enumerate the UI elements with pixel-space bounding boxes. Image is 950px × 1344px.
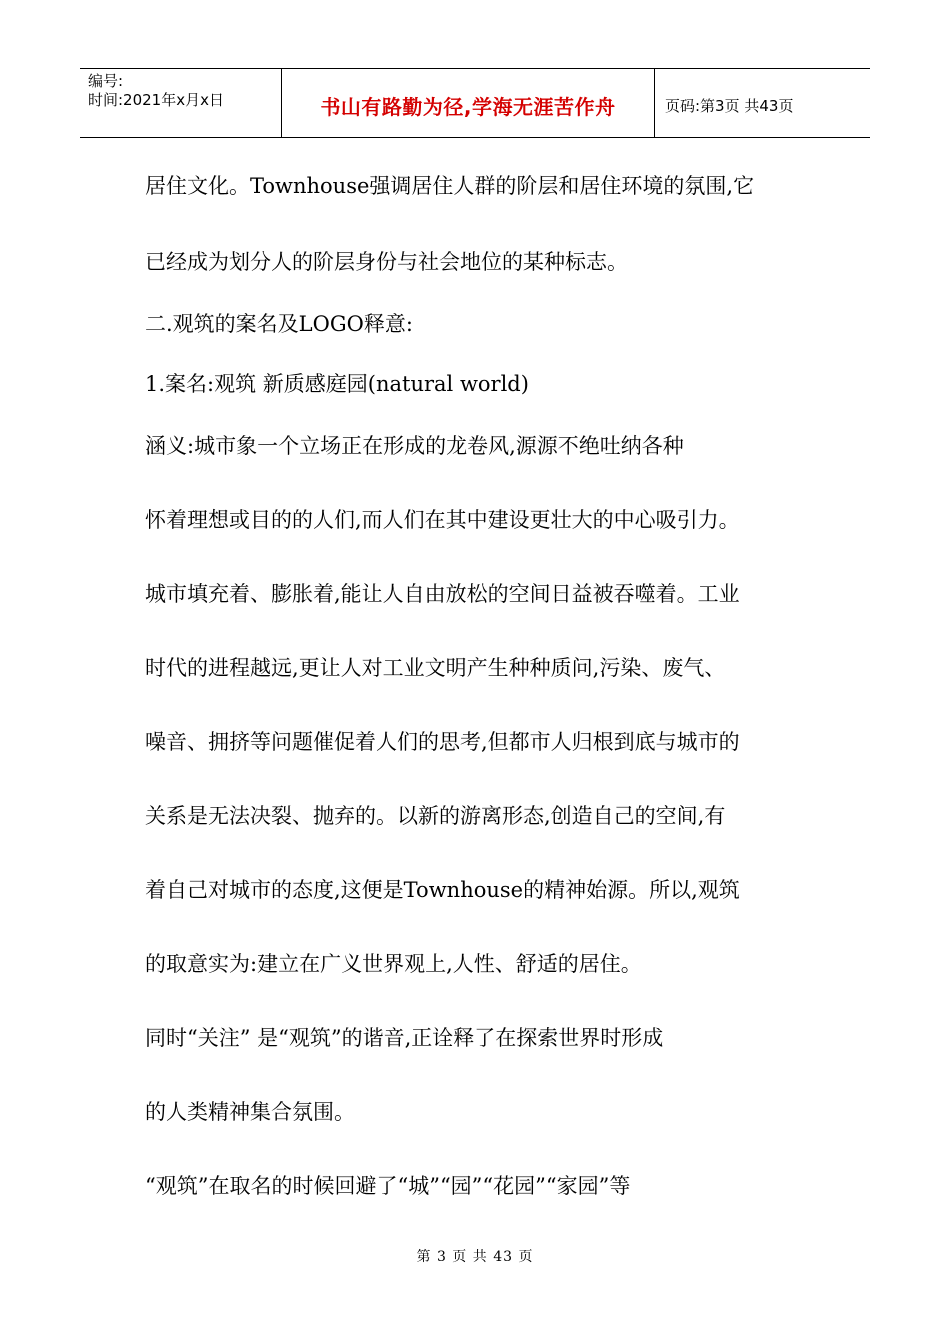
document-body xyxy=(145,160,807,1234)
serial-label: 编号: xyxy=(88,72,124,90)
body-line: 城市填充着、膨胀着,能让人自由放松的空间日益被吞噬着。工业 xyxy=(145,582,740,606)
header-meta-cell xyxy=(80,69,282,137)
body-line: 同时“关注” 是“观筑”的谐音,正诠释了在探索世界时形成 xyxy=(145,1026,664,1050)
body-line: 噪音、拥挤等问题催促着人们的思考,但都市人归根到底与城市的 xyxy=(145,730,740,754)
body-line: 已经成为划分人的阶层身份与社会地位的某种标志。 xyxy=(145,250,628,274)
body-line: 着自己对城市的态度,这便是Townhouse的精神始源。所以,观筑 xyxy=(145,878,740,902)
body-line: “观筑”在取名的时候回避了“城”“园”“花园”“家园”等 xyxy=(145,1174,631,1198)
page-footer: 第 3 页 共 43 页 xyxy=(416,1249,534,1265)
motto-text: 书山有路勤为径,学海无涯苦作舟 xyxy=(320,94,616,119)
body-line: 的人类精神集合氛围。 xyxy=(145,1100,355,1124)
header-motto-cell xyxy=(282,69,655,137)
body-line: 时代的进程越远,更让人对工业文明产生种种质问,污染、废气、 xyxy=(145,656,726,680)
subsection-heading: 1.案名:观筑 新质感庭园(natural world) xyxy=(145,372,529,396)
body-line: 的取意实为:建立在广义世界观上,人性、舒适的居住。 xyxy=(145,952,642,976)
body-line: 关系是无法决裂、抛弃的。以新的游离形态,创造自己的空间,有 xyxy=(145,804,726,828)
body-line: 怀着理想或目的的人们,而人们在其中建设更壮大的中心吸引力。 xyxy=(145,508,740,532)
body-line: 居住文化。Townhouse强调居住人群的阶层和居住环境的氛围,它 xyxy=(145,174,755,198)
section-heading: 二.观筑的案名及LOGO释意: xyxy=(145,312,413,336)
header-page-cell xyxy=(655,69,870,137)
document-header xyxy=(80,68,870,138)
body-line: 涵义:城市象一个立场正在形成的龙卷风,源源不绝吐纳各种 xyxy=(145,434,684,458)
date-label: 时间:2021年x月x日 xyxy=(88,91,224,109)
page-info: 页码:第3页 共43页 xyxy=(665,96,794,115)
